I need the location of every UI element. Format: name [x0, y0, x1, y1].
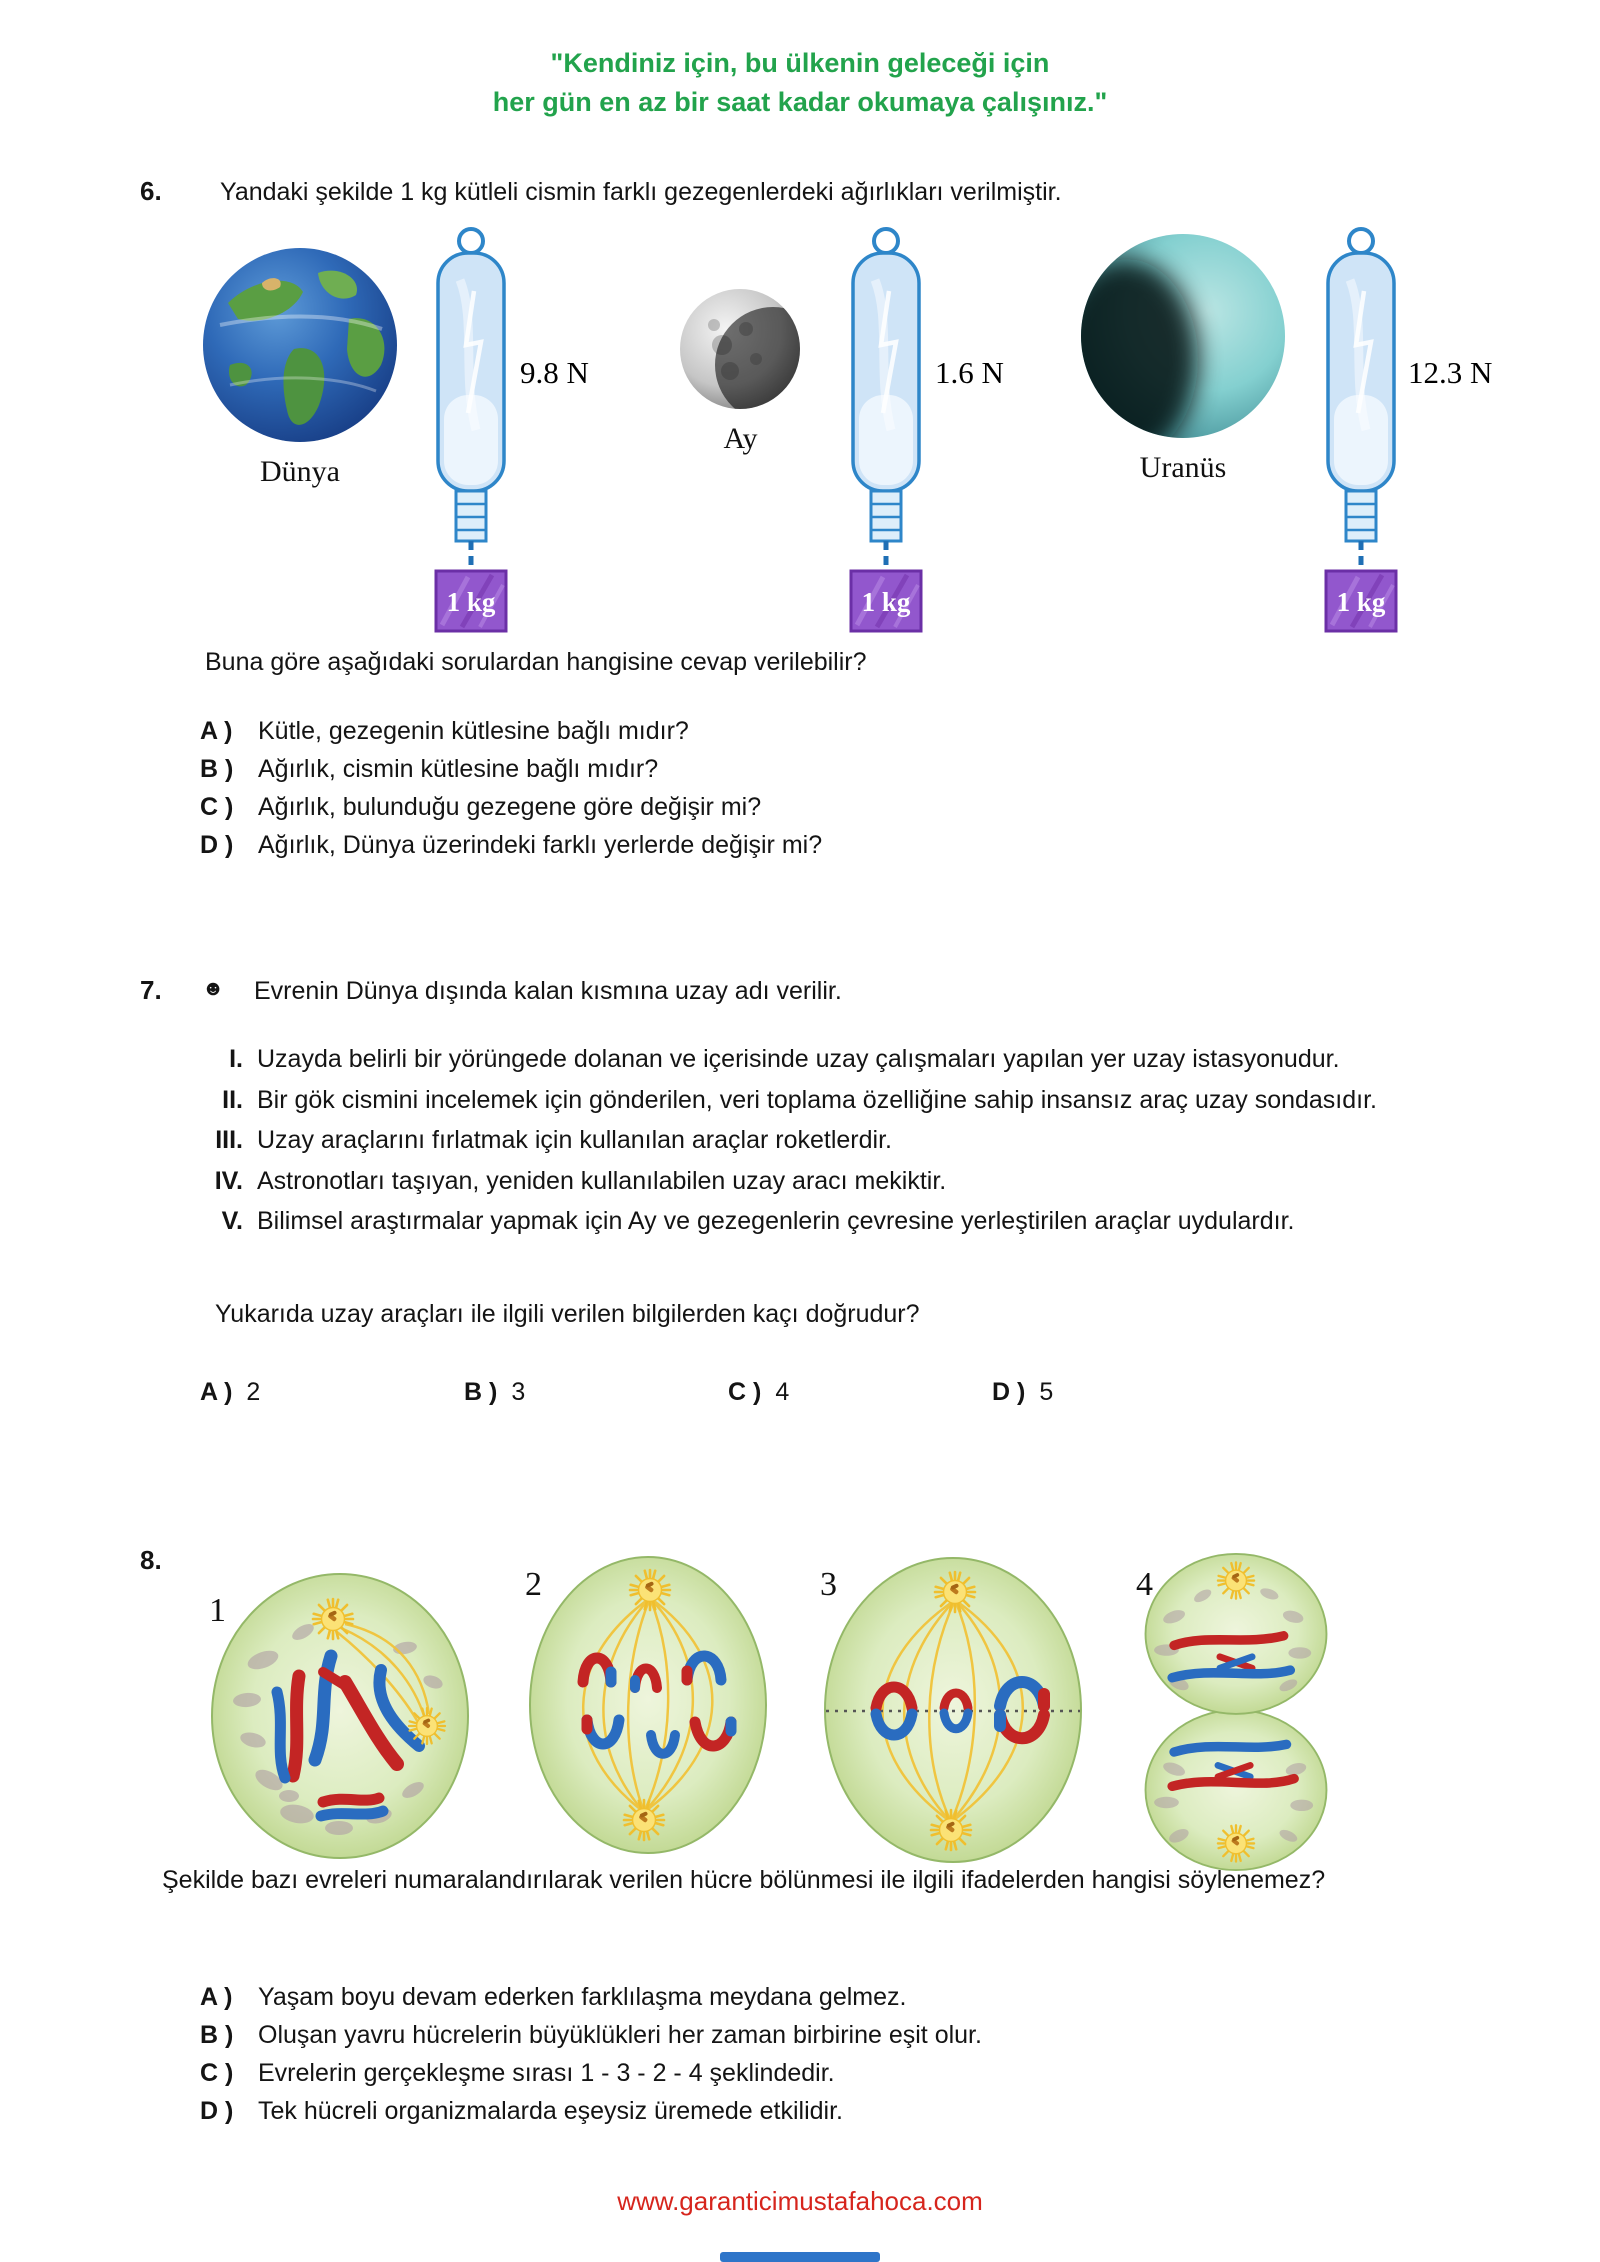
question6-header — [140, 176, 1520, 209]
cell-stage-3 — [818, 1550, 1088, 1870]
option-text: 3 — [511, 1378, 526, 1406]
question7-header — [140, 975, 1520, 1008]
option-letter: C ) — [200, 2059, 234, 2087]
figure-uranus-group — [1078, 225, 1518, 637]
option-d — [200, 2092, 982, 2130]
cell-number-3: 3 — [820, 1566, 837, 1603]
scale-neck — [871, 491, 901, 541]
footer-link[interactable]: www.garanticimustafahoca.com — [617, 2186, 983, 2216]
weight-block — [1326, 571, 1396, 631]
option-d — [200, 826, 822, 864]
aster-icon — [1218, 1825, 1254, 1861]
statement-3 — [195, 1123, 1377, 1158]
statement-2 — [195, 1083, 1377, 1118]
option-d — [992, 1378, 1256, 1407]
option-b — [200, 2016, 982, 2054]
roman-numeral: V. — [221, 1207, 243, 1235]
hook-ring-icon — [874, 229, 898, 253]
option-c — [200, 788, 822, 826]
question6-number: 6. — [140, 176, 162, 206]
roman-numeral: II. — [222, 1085, 243, 1114]
weight-label: 1 kg — [1336, 587, 1386, 617]
option-letter: B ) — [200, 755, 234, 783]
question6-figures — [200, 225, 1518, 637]
aster-icon — [313, 1599, 353, 1639]
question7-stem: Yukarıda uzay araçları ile ilgili verilen bilgilerden kaçı doğrudur? — [215, 1300, 920, 1328]
question7-statements — [195, 1042, 1377, 1245]
statement-5 — [195, 1204, 1377, 1239]
smiley-bullet-icon: ☻ — [202, 977, 225, 1000]
roman-numeral: IV. — [214, 1166, 243, 1195]
scale-neck — [1346, 491, 1376, 541]
option-text: 2 — [246, 1378, 261, 1406]
weight-label: 1 kg — [446, 587, 496, 617]
scale-body — [853, 253, 919, 491]
question7-number: 7. — [140, 975, 162, 1005]
aster-icon — [931, 1810, 971, 1850]
option-text: Ağırlık, Dünya üzerindeki farklı yerlerde değişir mi? — [258, 831, 823, 859]
anaphase-cell-icon — [523, 1550, 773, 1860]
option-letter: B ) — [464, 1378, 498, 1406]
option-a — [200, 1378, 464, 1407]
option-a — [200, 712, 822, 750]
cell-number-2: 2 — [525, 1566, 542, 1603]
statement-text: Uzayda belirli bir yörüngede dolanan ve içerisinde uzay çalışmaları yapılan yer uzay istasyonudur. — [257, 1045, 1340, 1073]
moon-icon — [678, 287, 803, 412]
planet-label-uranus: Uranüs — [1139, 451, 1227, 484]
spring-scale-uranus — [1308, 225, 1518, 637]
statement-text: Bilimsel araştırmalar yapmak için Ay ve gezegenlerin çevresine yerleştirilen araçlar uydulardır. — [257, 1207, 1295, 1235]
cell-stage-4 — [1136, 1550, 1336, 1874]
aster-icon — [624, 1800, 664, 1840]
option-a — [200, 1978, 982, 2016]
weight-block — [851, 571, 921, 631]
scale-body — [1328, 253, 1394, 491]
header-quote — [0, 44, 1600, 122]
option-text: Ağırlık, cismin kütlesine bağlı mıdır? — [258, 755, 659, 783]
question7-options — [200, 1378, 1256, 1407]
cell-number-1: 1 — [209, 1592, 226, 1629]
option-text: 4 — [775, 1378, 790, 1406]
question8-cell-figures — [205, 1550, 1336, 1874]
hook-ring-icon — [459, 229, 483, 253]
option-letter: D ) — [200, 2097, 234, 2125]
cell-stage-1 — [205, 1564, 475, 1864]
question8-options — [200, 1978, 982, 2130]
option-text: 5 — [1039, 1378, 1054, 1406]
cell-number-4: 4 — [1136, 1566, 1153, 1603]
statement-text: Bir gök cismini incelemek için gönderilen, veri toplama özelliğine sahip insansız araç uzay sondasıdır. — [257, 1085, 1377, 1114]
statement-4 — [195, 1164, 1377, 1199]
option-text: Oluşan yavru hücrelerin büyüklükleri her zaman birbirine eşit olur. — [258, 2021, 982, 2049]
question6-options — [200, 712, 822, 864]
option-text: Evrelerin gerçekleşme sırası 1 - 3 - 2 - 4 şeklindedir. — [258, 2059, 835, 2087]
metaphase-cell-icon — [818, 1550, 1088, 1870]
option-b — [464, 1378, 728, 1407]
aster-icon — [1218, 1562, 1254, 1598]
option-text: Ağırlık, bulunduğu gezegene göre değişir mi? — [258, 793, 762, 821]
question7-intro: Evrenin Dünya dışında kalan kısmına uzay adı verilir. — [254, 977, 842, 1005]
roman-numeral: III. — [215, 1126, 243, 1154]
spring-scale-moon — [833, 225, 1033, 637]
option-letter: C ) — [200, 793, 234, 821]
question6-intro: Yandaki şekilde 1 kg kütleli cismin farklı gezegenlerdeki ağırlıkları verilmiştir. — [220, 178, 1062, 206]
prophase-cell-icon — [205, 1564, 475, 1864]
option-c — [728, 1378, 992, 1407]
spring-scale-earth — [418, 225, 618, 637]
option-text: Yaşam boyu devam ederken farklılaşma meydana gelmez. — [258, 1983, 907, 2011]
statement-1 — [195, 1042, 1377, 1077]
option-letter: D ) — [200, 831, 234, 859]
earth-icon — [200, 245, 400, 445]
roman-numeral: I. — [229, 1045, 243, 1073]
planet-label-earth: Dünya — [260, 455, 340, 488]
question8-number: 8. — [140, 1545, 162, 1575]
moon-column — [678, 287, 803, 456]
header-quote-line2: her gün en az bir saat kadar okumaya çalışınız." — [492, 87, 1108, 118]
header-quote-line1: "Kendiniz için, bu ülkenin geleceği için — [550, 48, 1050, 78]
hook-ring-icon — [1349, 229, 1373, 253]
option-letter: A ) — [200, 1378, 233, 1406]
option-b — [200, 750, 822, 788]
force-label-earth: 9.8 N — [520, 355, 589, 390]
footer — [0, 2186, 1600, 2217]
cell-stage-2 — [523, 1550, 773, 1860]
telophase-cell-icon — [1136, 1550, 1336, 1874]
option-c — [200, 2054, 982, 2092]
force-label-uranus: 12.3 N — [1408, 355, 1493, 390]
figure-earth-group — [200, 225, 618, 637]
figure-moon-group — [678, 225, 1033, 637]
scale-body — [438, 253, 504, 491]
option-letter: A ) — [200, 1983, 233, 2011]
aster-icon — [409, 1708, 445, 1744]
bottom-blue-bar — [720, 2252, 880, 2262]
earth-column — [200, 245, 400, 489]
option-letter: B ) — [200, 2021, 234, 2049]
question8-stem: Şekilde bazı evreleri numaralandırılarak verilen hücre bölünmesi ile ilgili ifadelerden hangisi söylenemez? — [162, 1866, 1326, 1894]
weight-block — [436, 571, 506, 631]
weight-label: 1 kg — [861, 587, 911, 617]
statement-text: Astronotları taşıyan, yeniden kullanılabilen uzay aracı mekiktir. — [257, 1166, 947, 1195]
statement-text: Uzay araçlarını fırlatmak için kullanılan araçlar roketlerdir. — [257, 1126, 892, 1154]
uranus-column — [1078, 231, 1288, 485]
option-letter: A ) — [200, 717, 233, 745]
scale-neck — [456, 491, 486, 541]
uranus-icon — [1078, 231, 1288, 441]
option-text: Tek hücreli organizmalarda eşeysiz üremede etkilidir. — [258, 2097, 843, 2125]
force-label-moon: 1.6 N — [935, 355, 1004, 390]
aster-icon — [630, 1570, 670, 1610]
planet-label-moon: Ay — [723, 422, 758, 455]
option-text: Kütle, gezegenin kütlesine bağlı mıdır? — [258, 717, 689, 745]
aster-icon — [935, 1572, 975, 1612]
option-letter: C ) — [728, 1378, 762, 1406]
question6-stem: Buna göre aşağıdaki sorulardan hangisine cevap verilebilir? — [205, 648, 867, 676]
option-letter: D ) — [992, 1378, 1026, 1406]
